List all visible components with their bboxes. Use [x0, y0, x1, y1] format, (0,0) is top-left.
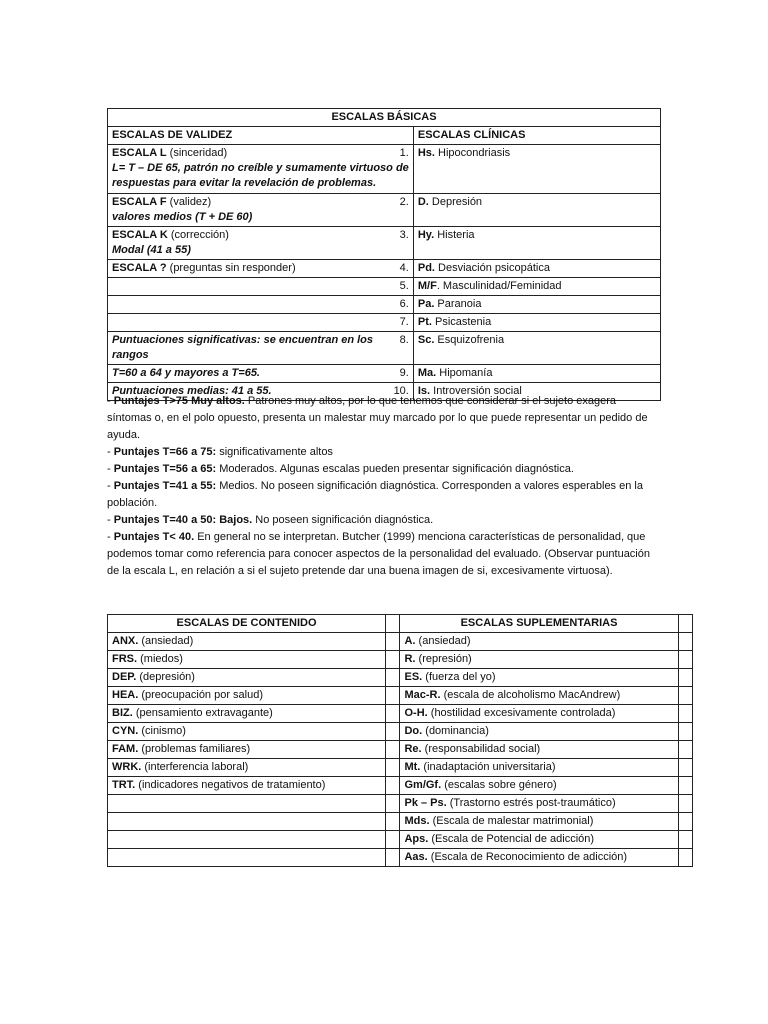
- puntaje-description: Patrones muy altos, por lo que tenemos que considerar si el sujeto exagera síntomas o, en el polo opuesto, presenta un malestar muy marcado por lo que puede representar un pedido de ayuda.: [107, 395, 648, 441]
- contenido-cell: [108, 831, 386, 849]
- escala-name: ESCALA K: [112, 229, 168, 241]
- spacer-cell: [678, 615, 692, 633]
- puntaje-paragraph: - Puntajes T>75 Muy altos. Patrones muy altos, por lo que tenemos que considerar si el sujeto exagera síntomas o, en el polo opuesto, presenta un malestar muy marcado por lo que puede representar un pedido de ayuda.: [107, 395, 648, 441]
- validez-cell: [108, 332, 414, 365]
- clinica-abbr: Sc.: [417, 334, 435, 346]
- puntaje-description: En general no se interpretan. Butcher (1999) menciona características de personalidad, que podemos tomar como referencia para conocer aspectos de la personalidad del evaluado. (Observar puntuación de la escala L, en relación a si el sujeto pretende dar una buena imagen de si, excesivamente virtuosa).: [107, 531, 650, 577]
- contenido-name: (preocupación por salud): [138, 689, 264, 701]
- suplementaria-cell: [400, 795, 678, 813]
- suplementaria-abbr: O-H.: [404, 707, 428, 719]
- suplementaria-abbr: Re.: [404, 743, 422, 755]
- spacer-cell: [386, 813, 400, 831]
- row-number: 4.: [399, 262, 409, 274]
- suplementaria-name: (dominancia): [422, 725, 489, 737]
- table-row: [108, 194, 661, 227]
- table-row: [108, 296, 661, 314]
- clinica-abbr: Hs.: [417, 147, 435, 159]
- escalas-basicas-table: [107, 108, 661, 401]
- contenido-name: (problemas familiares): [138, 743, 251, 755]
- validez-cell: [108, 227, 414, 260]
- clinica-abbr: Pt.: [417, 316, 432, 328]
- clinica-abbr: Is.: [417, 385, 431, 397]
- spacer-cell: [386, 651, 400, 669]
- clinica-name: Hipocondriasis: [434, 147, 511, 159]
- table-row: [108, 741, 693, 759]
- contenido-cell: [108, 705, 386, 723]
- contenido-abbr: FAM.: [112, 743, 139, 755]
- table-row: [108, 145, 661, 194]
- spacer-cell: [678, 741, 692, 759]
- escala-description: (preguntas sin responder): [166, 262, 296, 274]
- row-number: 3.: [399, 229, 409, 241]
- suplementaria-cell: [400, 813, 678, 831]
- puntaje-label: Puntajes T=41 a 55:: [113, 480, 217, 492]
- spacer-cell: [678, 795, 692, 813]
- clinica-abbr: Pd.: [417, 262, 435, 274]
- puntaje-paragraph: - Puntajes T=66 a 75: significativamente altos: [107, 446, 333, 458]
- suplementaria-name: (inadaptación universitaria): [420, 761, 556, 773]
- contenido-cell: [108, 651, 386, 669]
- spacer-cell: [386, 615, 400, 633]
- table-row: [108, 669, 693, 687]
- puntaje-description: significativamente altos: [216, 446, 333, 458]
- spacer-cell: [386, 633, 400, 651]
- suplementaria-name: (fuerza del yo): [422, 671, 496, 683]
- spacer-cell: [678, 831, 692, 849]
- suplementaria-abbr: A.: [404, 635, 416, 647]
- interpretation-text: [107, 393, 663, 580]
- contenido-cell: [108, 687, 386, 705]
- clinica-name: . Masculinidad/Feminidad: [436, 280, 562, 292]
- spacer-cell: [678, 705, 692, 723]
- suplementaria-cell: [400, 705, 678, 723]
- spacer-cell: [678, 651, 692, 669]
- contenido-cell: [108, 759, 386, 777]
- row-number: 10.: [393, 385, 409, 397]
- validez-cell: [108, 365, 414, 383]
- escala-name: ESCALA F: [112, 196, 167, 208]
- spacer-cell: [386, 723, 400, 741]
- table-row: [108, 849, 693, 867]
- escala-note: Puntuaciones significativas: se encuentran en los rangos: [112, 334, 374, 361]
- spacer-cell: [386, 831, 400, 849]
- suplementaria-abbr: Aps.: [404, 833, 429, 845]
- clinica-name: Esquizofrenia: [434, 334, 505, 346]
- column-header-clinicas: ESCALAS CLÍNICAS: [413, 127, 660, 145]
- escala-note: T=60 a 64 y mayores a T=65.: [112, 367, 260, 379]
- escala-name: ESCALA L: [112, 147, 167, 159]
- contenido-name: (indicadores negativos de tratamiento): [135, 779, 326, 791]
- table-row: [108, 365, 661, 383]
- table-row: [108, 227, 661, 260]
- puntaje-label: Puntajes T=56 a 65:: [113, 463, 217, 475]
- spacer-cell: [386, 687, 400, 705]
- contenido-name: (cinismo): [138, 725, 186, 737]
- table-row: [108, 759, 693, 777]
- suplementaria-name: (escalas sobre género): [441, 779, 557, 791]
- spacer-cell: [386, 777, 400, 795]
- contenido-name: (pensamiento extravagante): [132, 707, 273, 719]
- table-row: [108, 831, 693, 849]
- suplementaria-name: (escala de alcoholismo MacAndrew): [440, 689, 621, 701]
- table-row: [108, 260, 661, 278]
- table-row: [108, 332, 661, 365]
- suplementaria-name: (represión): [415, 653, 472, 665]
- column-header-suplementarias: ESCALAS SUPLEMENTARIAS: [400, 615, 678, 633]
- suplementaria-cell: [400, 849, 678, 867]
- puntaje-paragraph: - Puntajes T=40 a 50: Bajos. No poseen significación diagnóstica.: [107, 514, 434, 526]
- suplementaria-abbr: Do.: [404, 725, 423, 737]
- clinica-abbr: M/F: [417, 280, 437, 292]
- row-number: 1.: [399, 147, 409, 159]
- suplementaria-abbr: Mac-R.: [404, 689, 441, 701]
- spacer-cell: [678, 813, 692, 831]
- contenido-name: (miedos): [137, 653, 183, 665]
- table-row: [108, 278, 661, 296]
- clinica-abbr: Ma.: [417, 367, 437, 379]
- escala-note: valores medios (T + DE 60): [112, 211, 253, 223]
- puntaje-paragraph: - Puntajes T< 40. En general no se interpretan. Butcher (1999) menciona características de personalidad, que podemos tomar como referencia para conocer aspectos de la personalidad del evaluado. (Observar puntuación de la escala L, en relación a si el sujeto pretende dar una buena imagen de si, excesivamente virtuosa).: [107, 531, 650, 577]
- clinica-name: Desviación psicopática: [434, 262, 550, 274]
- spacer-cell: [386, 705, 400, 723]
- contenido-abbr: FRS.: [112, 653, 138, 665]
- contenido-cell: [108, 633, 386, 651]
- column-header-validez: ESCALAS DE VALIDEZ: [108, 127, 414, 145]
- suplementaria-name: (Escala de Reconocimiento de adicción): [427, 851, 628, 863]
- puntaje-label: Puntajes T=40 a 50: Bajos.: [113, 514, 253, 526]
- suplementaria-abbr: Mt.: [404, 761, 421, 773]
- suplementaria-cell: [400, 633, 678, 651]
- clinica-name: Psicastenia: [431, 316, 492, 328]
- escala-description: (validez): [166, 196, 212, 208]
- suplementaria-cell: [400, 777, 678, 795]
- clinica-abbr: Pa.: [417, 298, 435, 310]
- table-row: [108, 795, 693, 813]
- spacer-cell: [386, 795, 400, 813]
- clinica-cell: [413, 278, 660, 296]
- contenido-abbr: HEA.: [112, 689, 139, 701]
- contenido-abbr: DEP.: [112, 671, 137, 683]
- spacer-cell: [678, 849, 692, 867]
- clinica-cell: [413, 227, 660, 260]
- contenido-name: (depresión): [136, 671, 195, 683]
- spacer-cell: [386, 759, 400, 777]
- suplementaria-name: (Escala de Potencial de adicción): [428, 833, 595, 845]
- row-number: 6.: [399, 298, 409, 310]
- suplementaria-cell: [400, 831, 678, 849]
- contenido-cell: [108, 813, 386, 831]
- table-title: ESCALAS BÁSICAS: [108, 109, 661, 127]
- contenido-cell: [108, 849, 386, 867]
- table-row: [108, 777, 693, 795]
- table-row: [108, 705, 693, 723]
- suplementaria-abbr: Gm/Gf.: [404, 779, 442, 791]
- escalas-contenido-suplementarias-table: [107, 614, 693, 867]
- validez-cell: [108, 296, 414, 314]
- spacer-cell: [386, 849, 400, 867]
- suplementaria-name: (Trastorno estrés post-traumático): [446, 797, 616, 809]
- escala-description: (corrección): [167, 229, 229, 241]
- spacer-cell: [386, 669, 400, 687]
- suplementaria-name: (responsabilidad social): [421, 743, 541, 755]
- clinica-cell: [413, 332, 660, 365]
- row-number: 2.: [399, 196, 409, 208]
- clinica-cell: [413, 314, 660, 332]
- spacer-cell: [386, 741, 400, 759]
- suplementaria-cell: [400, 759, 678, 777]
- suplementaria-name: (ansiedad): [415, 635, 471, 647]
- clinica-cell: [413, 296, 660, 314]
- clinica-cell: [413, 365, 660, 383]
- escala-description: (sinceridad): [166, 147, 228, 159]
- suplementaria-abbr: Mds.: [404, 815, 430, 827]
- spacer-cell: [678, 687, 692, 705]
- contenido-name: (ansiedad): [138, 635, 194, 647]
- suplementaria-cell: [400, 651, 678, 669]
- suplementaria-abbr: Aas.: [404, 851, 428, 863]
- contenido-cell: [108, 669, 386, 687]
- suplementaria-abbr: ES.: [404, 671, 423, 683]
- spacer-cell: [678, 759, 692, 777]
- clinica-abbr: D.: [417, 196, 429, 208]
- suplementaria-name: (Escala de malestar matrimonial): [429, 815, 594, 827]
- puntaje-description: Moderados. Algunas escalas pueden presentar significación diagnóstica.: [216, 463, 574, 475]
- validez-cell: [108, 194, 414, 227]
- clinica-cell: [413, 145, 660, 194]
- spacer-cell: [678, 669, 692, 687]
- contenido-abbr: TRT.: [112, 779, 136, 791]
- suplementaria-cell: [400, 741, 678, 759]
- suplementaria-abbr: Pk – Ps.: [404, 797, 447, 809]
- escala-name: ESCALA ?: [112, 262, 167, 274]
- row-number: 8.: [399, 334, 409, 346]
- puntaje-label: Puntajes T=66 a 75:: [113, 446, 217, 458]
- contenido-cell: [108, 795, 386, 813]
- row-number: 7.: [399, 316, 409, 328]
- escala-note: L= T – DE 65, patrón no creíble y sumamente virtuoso de respuestas para evitar la revelación de problemas.: [112, 162, 409, 189]
- clinica-name: Paranoia: [434, 298, 482, 310]
- row-number: 5.: [399, 280, 409, 292]
- spacer-cell: [678, 777, 692, 795]
- puntaje-label: Puntajes T< 40.: [113, 531, 195, 543]
- escala-note: Puntuaciones medias: 41 a 55.: [112, 385, 272, 397]
- contenido-abbr: ANX.: [112, 635, 139, 647]
- clinica-name: Hipomanía: [436, 367, 493, 379]
- puntaje-label: Puntajes T>75 Muy altos.: [113, 395, 245, 407]
- suplementaria-abbr: R.: [404, 653, 416, 665]
- contenido-abbr: WRK.: [112, 761, 142, 773]
- suplementaria-cell: [400, 723, 678, 741]
- validez-cell: [108, 260, 414, 278]
- clinica-name: Introversión social: [430, 385, 522, 397]
- contenido-abbr: CYN.: [112, 725, 139, 737]
- validez-cell: [108, 145, 414, 194]
- contenido-cell: [108, 741, 386, 759]
- puntaje-description: No poseen significación diagnóstica.: [252, 514, 434, 526]
- contenido-cell: [108, 723, 386, 741]
- table-row: [108, 687, 693, 705]
- clinica-abbr: Hy.: [417, 229, 435, 241]
- suplementaria-cell: [400, 669, 678, 687]
- row-number: 9.: [399, 367, 409, 379]
- spacer-cell: [678, 723, 692, 741]
- suplementaria-cell: [400, 687, 678, 705]
- clinica-cell: [413, 260, 660, 278]
- contenido-name: (interferencia laboral): [141, 761, 249, 773]
- puntaje-paragraph: - Puntajes T=56 a 65: Moderados. Algunas escalas pueden presentar significación diagnóstica.: [107, 463, 574, 475]
- clinica-name: Depresión: [428, 196, 483, 208]
- contenido-abbr: BIZ.: [112, 707, 133, 719]
- validez-cell: [108, 278, 414, 296]
- table-row: [108, 723, 693, 741]
- validez-cell: [108, 314, 414, 332]
- table-row: [108, 813, 693, 831]
- table-row: [108, 651, 693, 669]
- puntaje-paragraph: - Puntajes T=41 a 55: Medios. No poseen significación diagnóstica. Corresponden a valores esperables en la población.: [107, 480, 643, 509]
- table-row: [108, 633, 693, 651]
- column-header-contenido: ESCALAS DE CONTENIDO: [108, 615, 386, 633]
- clinica-name: Histeria: [434, 229, 475, 241]
- clinica-cell: [413, 194, 660, 227]
- puntaje-description: Medios. No poseen significación diagnóstica. Corresponden a valores esperables en la población.: [107, 480, 643, 509]
- table-row: [108, 314, 661, 332]
- escala-note: Modal (41 a 55): [112, 244, 191, 256]
- contenido-cell: [108, 777, 386, 795]
- suplementaria-name: (hostilidad excesivamente controlada): [427, 707, 616, 719]
- spacer-cell: [678, 633, 692, 651]
